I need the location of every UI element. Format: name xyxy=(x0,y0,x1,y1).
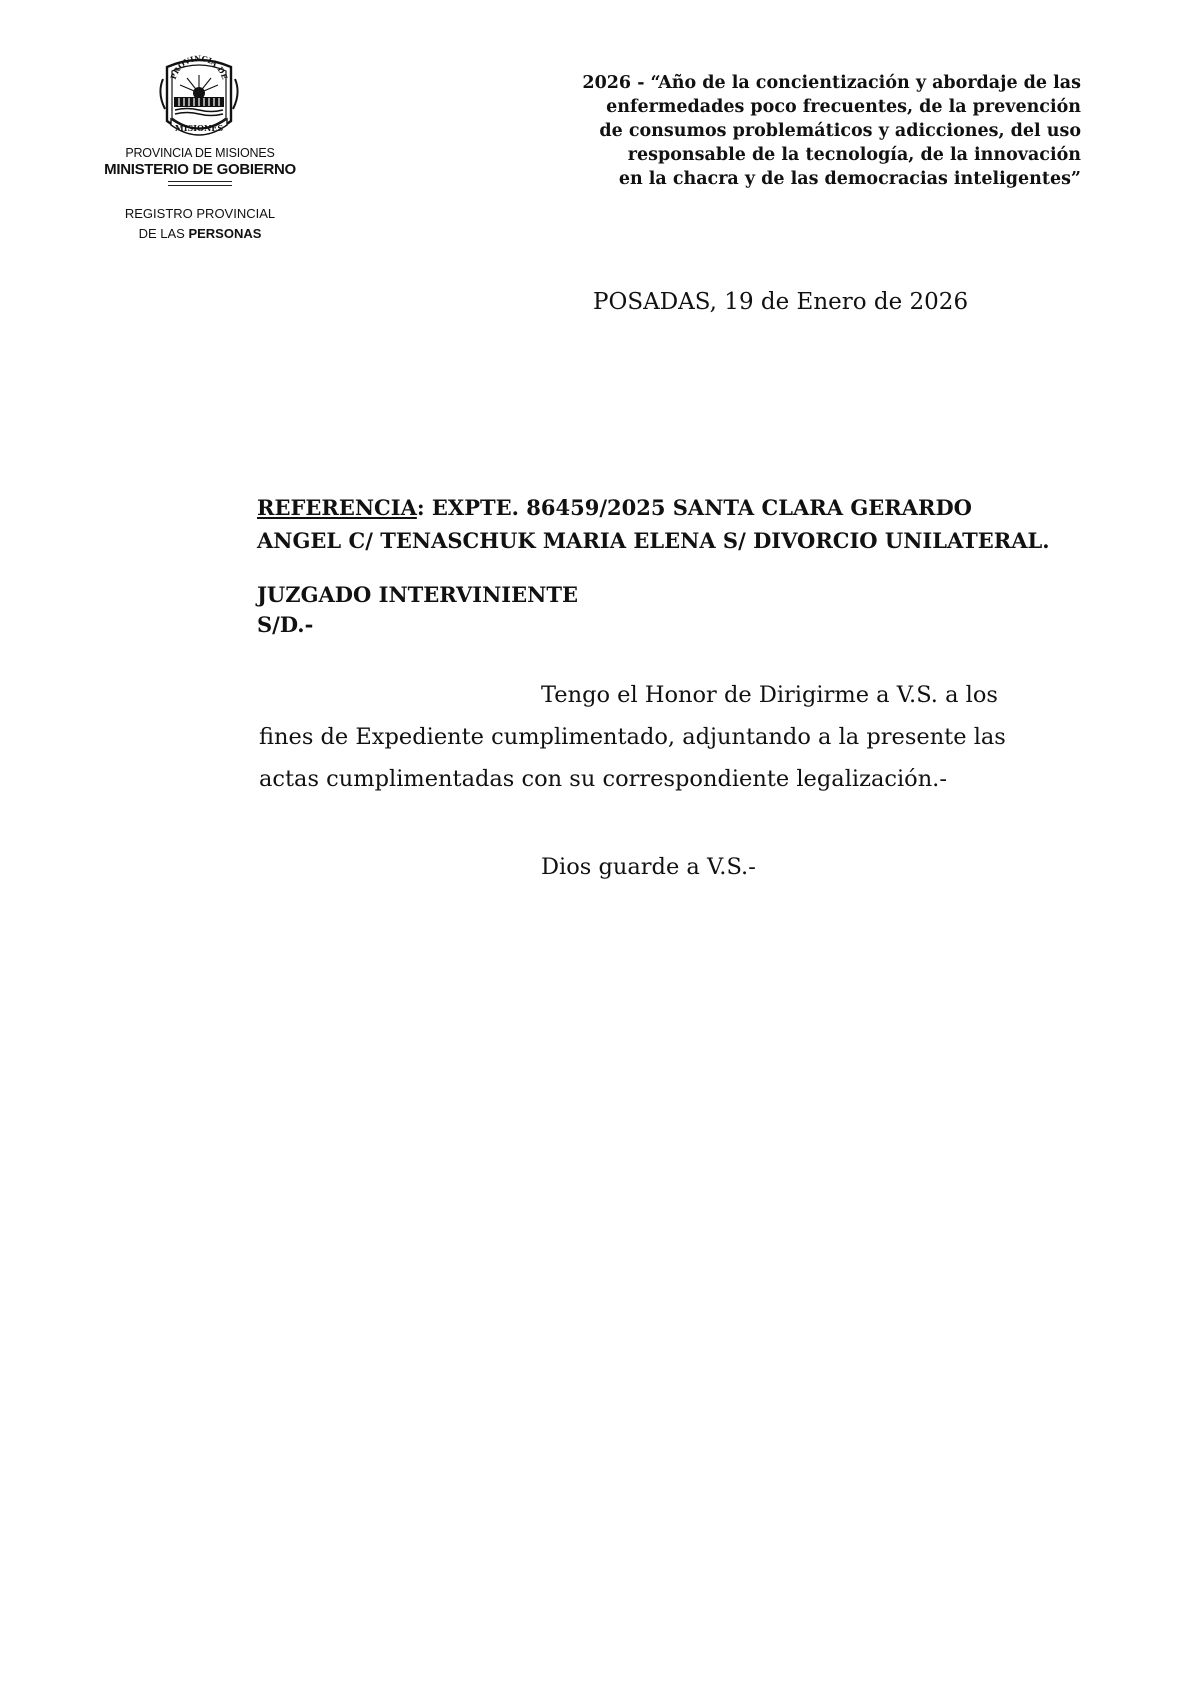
year-motto xyxy=(521,71,1081,191)
ministry-underline xyxy=(168,185,232,186)
province-name: PROVINCIA DE MISIONES xyxy=(125,146,275,160)
reference-line xyxy=(257,491,1050,524)
provincial-seal-icon xyxy=(157,55,241,141)
motto-line: de consumos problemáticos y adicciones, del uso xyxy=(599,121,1081,141)
ministry-underline xyxy=(168,181,232,182)
reference-label: REFERENCIA xyxy=(257,495,417,520)
registry-name: REGISTRO PROVINCIAL xyxy=(124,206,276,221)
letter-date: POSADAS, 19 de Enero de 2026 xyxy=(593,289,969,315)
reference-case-number: : EXPTE. 86459/2025 SANTA CLARA GERARDO xyxy=(416,495,972,520)
body-line: fines de Expediente cumplimentado, adjuntando a la presente las xyxy=(259,724,1006,750)
registry-prefix: DE LAS xyxy=(138,226,189,241)
letter-closing: Dios guarde a V.S.- xyxy=(541,854,756,880)
svg-text:PROVINCIA DE: PROVINCIA DE xyxy=(168,55,230,81)
registry-name-continued xyxy=(80,226,320,241)
body-line: Tengo el Honor de Dirigirme a V.S. a los xyxy=(541,682,998,708)
recipient-court: JUZGADO INTERVINIENTE xyxy=(257,582,578,607)
recipient-address: S/D.- xyxy=(257,612,314,637)
case-reference xyxy=(257,491,1050,557)
motto-line: en la chacra y de las democracias inteligentes” xyxy=(618,169,1081,189)
recipient xyxy=(257,580,578,640)
body-line: actas cumplimentadas con su correspondiente legalización.- xyxy=(259,766,947,792)
motto-line: 2026 - “Año de la concientización y abordaje de las xyxy=(582,73,1081,93)
svg-text:MISIONES: MISIONES xyxy=(174,123,224,133)
letter-body xyxy=(259,674,1059,800)
motto-line: enfermedades poco frecuentes, de la prevención xyxy=(606,97,1081,117)
registry-bold-word: PERSONAS xyxy=(188,226,262,241)
motto-line: responsable de la tecnología, de la innovación xyxy=(627,145,1081,165)
reference-line: ANGEL C/ TENASCHUK MARIA ELENA S/ DIVORCIO UNILATERAL. xyxy=(257,528,1050,553)
ministry-name: MINISTERIO DE GOBIERNO xyxy=(104,161,296,178)
